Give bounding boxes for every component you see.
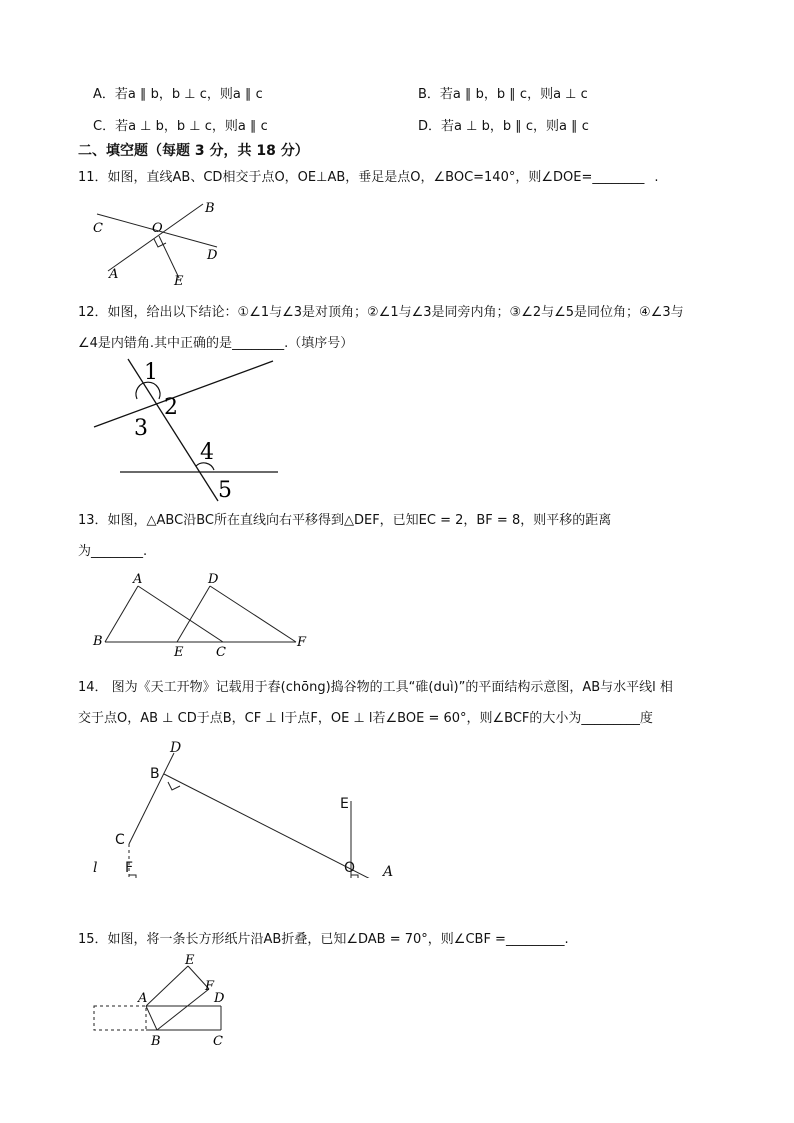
q14-blank: _________ xyxy=(581,711,640,726)
q11-label-d: D xyxy=(207,248,218,263)
q14-label-d: D xyxy=(170,740,182,756)
q14-label-e: E xyxy=(340,796,349,812)
q14-label-f: F xyxy=(125,860,134,876)
question-12-line2 xyxy=(78,332,353,351)
q12-blank: ________ xyxy=(232,336,285,351)
q12-figure xyxy=(90,355,285,503)
option-c: C．若a ⊥ b，b ⊥ c，则a ∥ c xyxy=(93,119,268,134)
q11-label-a: A xyxy=(109,267,119,282)
q11-label-b: B xyxy=(205,201,215,216)
q13-label-b: B xyxy=(93,634,103,649)
q12-angle-1: 1 xyxy=(144,360,158,385)
q15-label-e: E xyxy=(185,953,195,968)
q12-angle-5: 5 xyxy=(218,478,232,503)
q15-label-b: B xyxy=(151,1034,161,1049)
q15-label-f: F xyxy=(205,979,215,994)
q14-line2-text: 交于点O，AB ⊥ CD于点B，CF ⊥ l于点F，OE ⊥ l若∠BOE = 60°，则∠BCF的大小为 xyxy=(78,711,582,726)
q14-label-a: A xyxy=(383,864,394,880)
q14-label-c: C xyxy=(115,832,125,848)
q12-angle-3: 3 xyxy=(134,416,148,441)
q13-line2-text: 为 xyxy=(78,544,92,559)
q13-label-e: E xyxy=(174,645,184,660)
q13-blank: ________ xyxy=(91,544,144,559)
question-14-line2 xyxy=(78,707,653,726)
question-13-line2 xyxy=(78,540,147,559)
q11-label-o: O xyxy=(152,221,163,236)
q13-figure xyxy=(88,570,320,660)
section-heading: 二、填空题（每题 3 分，共 18 分） xyxy=(78,143,309,159)
q14-label-b: B xyxy=(150,766,160,782)
q11-blank: ________ xyxy=(592,170,645,185)
q14-figure xyxy=(88,738,408,878)
q11-end: . xyxy=(654,170,659,185)
q15-blank: _________ xyxy=(505,932,565,947)
q12-line2-text: ∠4是内错角.其中正确的是 xyxy=(78,336,233,351)
option-d: D．若a ⊥ b，b ∥ c，则a ∥ c xyxy=(418,119,589,134)
question-11 xyxy=(78,166,659,185)
option-a: A．若a ∥ b，b ⊥ c，则a ∥ c xyxy=(93,87,263,102)
q15-end: . xyxy=(564,932,569,947)
q11-label-e: E xyxy=(174,274,184,288)
q14-line1: 14． 图为《天工开物》记载用于舂(chōng)捣谷物的工具“碓(duì)”的平面结构示意图，AB与水平线l 相 xyxy=(78,680,673,695)
q14-label-o: O xyxy=(344,860,356,876)
q15-figure xyxy=(88,952,238,1052)
q11-text: 11．如图，直线AB、CD相交于点O，OE⊥AB，垂足是点O，∠BOC=140°，则∠DOE= xyxy=(78,170,593,185)
q15-text: 15．如图，将一条长方形纸片沿AB折叠，已知∠DAB = 70°，则∠CBF = xyxy=(78,932,506,947)
q12-angle-4: 4 xyxy=(200,440,214,465)
q15-label-a: A xyxy=(138,991,148,1006)
question-15 xyxy=(78,928,569,947)
q14-label-l: l xyxy=(93,860,98,876)
q15-label-d: D xyxy=(214,991,225,1006)
q13-label-a: A xyxy=(133,572,143,587)
q12-angle-2: 2 xyxy=(164,395,178,420)
q13-label-f: F xyxy=(297,635,307,650)
q13-label-c: C xyxy=(216,645,226,660)
q12-end: .（填序号） xyxy=(284,336,354,351)
q13-line1: 13．如图，△ABC沿BC所在直线向右平移得到△DEF，已知EC = 2，BF = 8，则平移的距离 xyxy=(78,513,612,528)
q13-end: . xyxy=(143,544,148,559)
q14-end: 度 xyxy=(639,711,653,726)
q11-figure xyxy=(85,196,235,288)
q13-label-d: D xyxy=(208,572,219,587)
q11-label-c: C xyxy=(93,221,103,236)
option-b: B．若a ∥ b，b ∥ c，则a ⊥ c xyxy=(418,87,588,102)
q12-line1: 12．如图，给出以下结论：①∠1与∠3是对顶角；②∠1与∠3是同旁内角；③∠2与∠5是同位角；④∠3与 xyxy=(78,305,684,320)
q15-label-c: C xyxy=(213,1034,223,1049)
